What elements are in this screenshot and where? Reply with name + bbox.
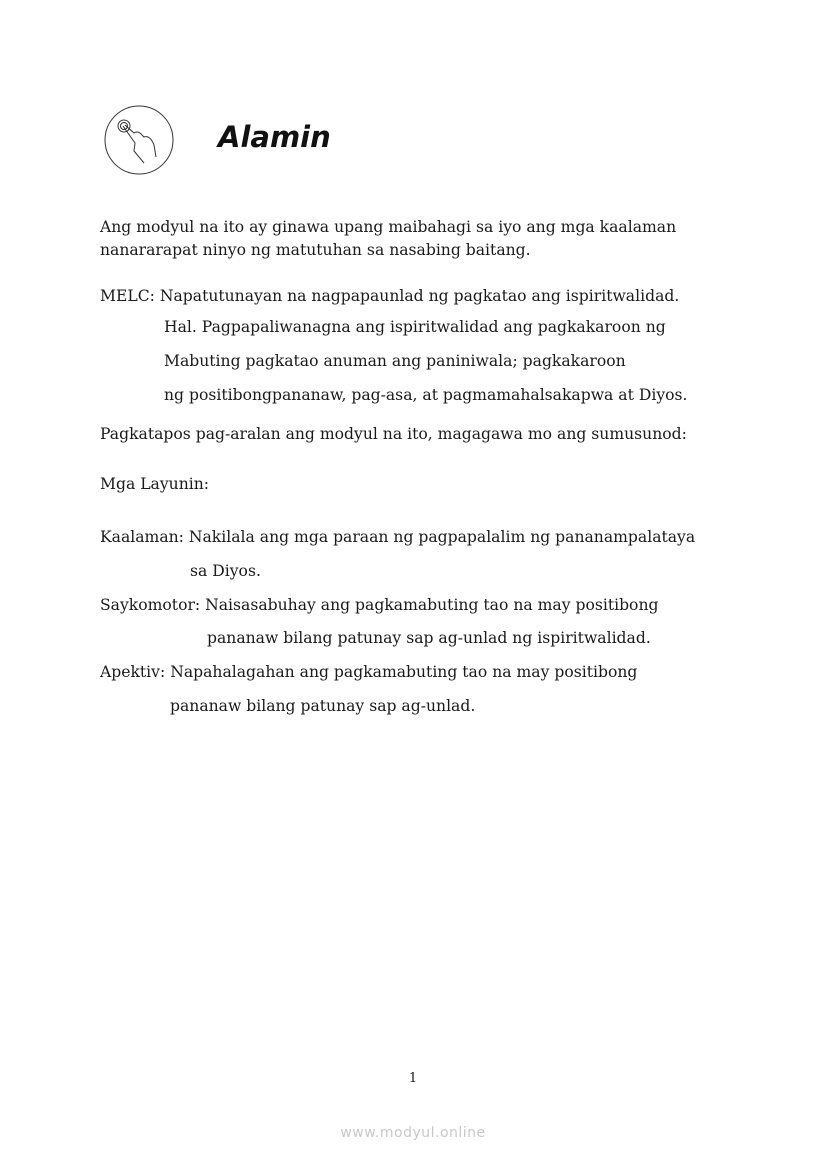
section-title: Alamin — [218, 120, 331, 154]
after-text: Pagkatapos pag-aralan ang modyul na ito, magagawa mo ang sumusunod: — [100, 425, 687, 443]
intro-line: Ang modyul na ito ay ginawa upang maibahagi sa iyo ang mga kaalaman — [100, 218, 677, 236]
objective-kaalaman: Kaalaman: Nakilala ang mga paraan ng pagpapalalim ng pananampalataya — [100, 528, 696, 546]
melc-line: MELC: Napatutunayan na nagpapaunlad ng pagkatao ang ispiritwalidad. — [100, 287, 680, 305]
objective-saykomotor-cont: pananaw bilang patunay sap ag-unlad ng ispiritwalidad. — [207, 629, 651, 647]
objective-kaalaman-cont: sa Diyos. — [190, 562, 261, 580]
melc-line: ng positibongpananaw, pag-asa, at pagmamahalsakapwa at Diyos. — [164, 386, 688, 404]
layunin-heading: Mga Layunin: — [100, 475, 210, 493]
melc-line: Hal. Pagpapaliwanagna ang ispiritwalidad ang pagkakaroon ng — [164, 318, 666, 336]
objective-apektiv-cont: pananaw bilang patunay sap ag-unlad. — [170, 697, 476, 715]
page-number: 1 — [408, 1071, 418, 1086]
objective-apektiv: Apektiv: Napahalagahan ang pagkamabuting tao na may positibong — [100, 663, 638, 681]
intro-line: nanararapat ninyo ng matutuhan sa nasabing baitang. — [100, 241, 531, 259]
hand-touch-icon — [104, 105, 174, 175]
watermark: www.modyul.online — [340, 1125, 486, 1141]
melc-line: Mabuting pagkatao anuman ang paniniwala; pagkakaroon — [164, 352, 626, 370]
objective-saykomotor: Saykomotor: Naisasabuhay ang pagkamabuting tao na may positibong — [100, 596, 659, 614]
